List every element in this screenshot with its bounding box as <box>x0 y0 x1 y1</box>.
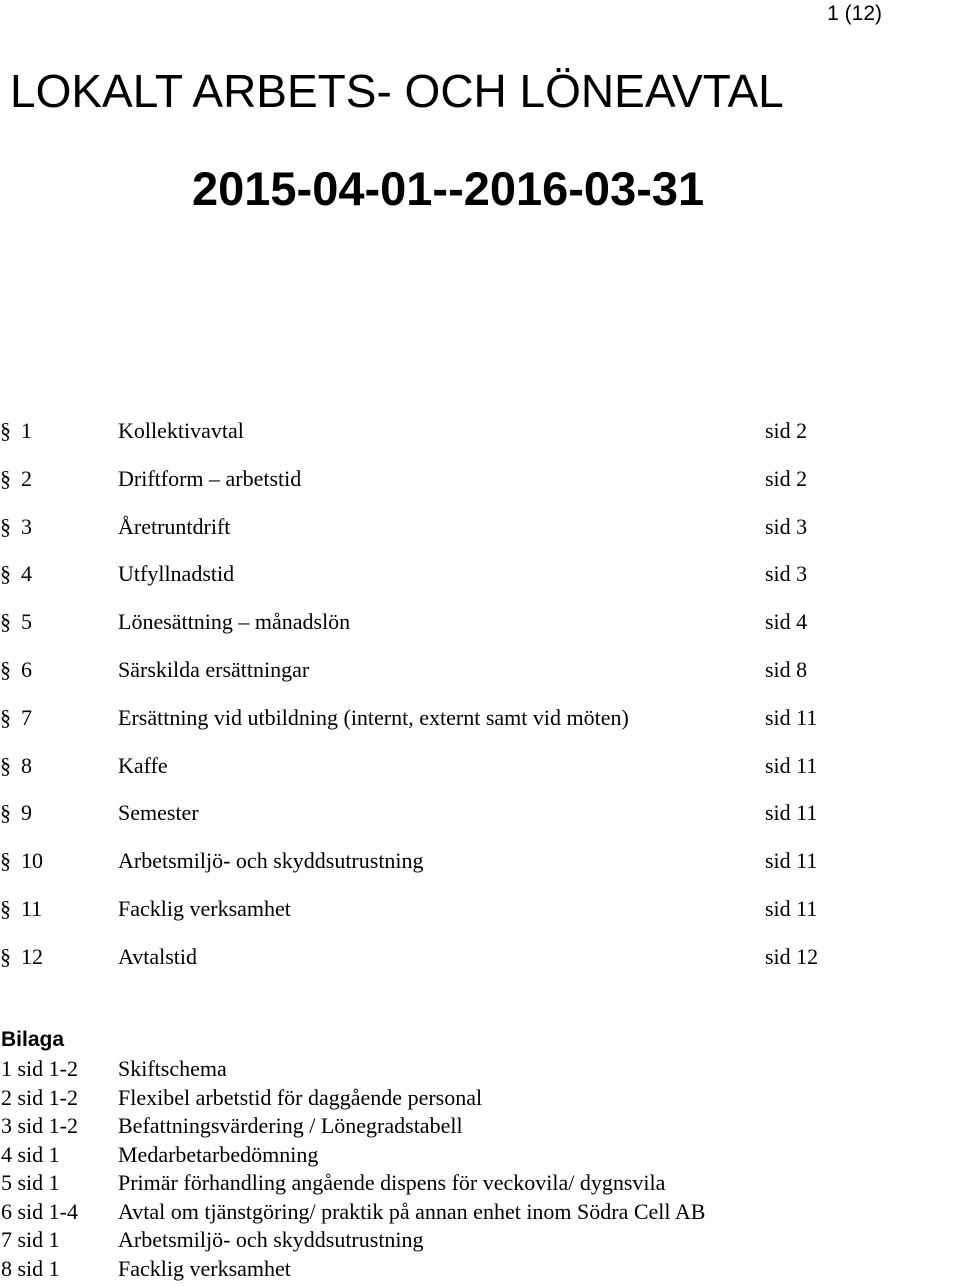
appendix-item-ref: 8 sid 1 <box>1 1255 60 1281</box>
appendix-item-ref: 6 sid 1-4 <box>1 1198 78 1224</box>
appendix-item-ref: 3 sid 1-2 <box>1 1113 78 1138</box>
appendix-item <box>0 1198 950 1227</box>
page-number: 1 (12) <box>827 2 882 25</box>
table-of-contents <box>0 413 900 987</box>
toc-item-number: 12 <box>21 943 43 969</box>
appendix-item <box>0 1112 950 1141</box>
toc-item-title: Kaffe <box>118 752 168 778</box>
toc-item-page: sid 3 <box>765 561 808 587</box>
appendix-item-ref: 7 sid 1 <box>1 1227 60 1252</box>
appendix-item-desc: Primär förhandling angående dispens för veckovila/ dygnsvila <box>118 1170 666 1195</box>
appendix-item-desc: Facklig verksamhet <box>118 1255 291 1281</box>
toc-item-title: Facklig verksamhet <box>118 895 291 921</box>
toc-item-page: sid 11 <box>765 800 818 826</box>
toc-item-number: 6 <box>21 656 32 682</box>
toc-item-title: Utfyllnadstid <box>118 561 235 587</box>
toc-item-title: Kollektivavtal <box>118 418 244 443</box>
toc-item <box>0 700 900 748</box>
document-title: LOKALT ARBETS- OCH LÖNEAVTAL <box>10 65 784 117</box>
toc-item <box>0 461 900 509</box>
section-sign: § <box>0 465 11 491</box>
toc-item-number: 2 <box>21 465 32 491</box>
toc-item-number: 5 <box>21 609 32 635</box>
toc-item <box>0 891 900 939</box>
toc-item <box>0 939 900 987</box>
appendix-item-ref: 2 sid 1-2 <box>1 1084 78 1110</box>
section-sign: § <box>0 800 11 826</box>
appendix-item <box>0 1141 950 1170</box>
toc-item <box>0 843 900 891</box>
toc-item-title: Åretruntdrift <box>118 513 231 539</box>
toc-item-page: sid 11 <box>765 752 818 778</box>
appendix-item <box>0 1169 950 1198</box>
section-sign: § <box>0 418 11 443</box>
toc-item-title: Lönesättning – månadslön <box>118 609 351 635</box>
toc-item-page: sid 2 <box>765 418 808 443</box>
appendix-list <box>0 1055 950 1283</box>
toc-item-title: Ersättning vid utbildning (internt, externt samt vid möten) <box>118 704 629 730</box>
toc-item-number: 10 <box>21 848 43 874</box>
toc-item-title: Avtalstid <box>118 943 198 969</box>
appendix-item-desc: Medarbetarbedömning <box>118 1141 319 1167</box>
section-sign: § <box>0 752 11 778</box>
toc-item <box>0 604 900 652</box>
toc-item-page: sid 11 <box>765 895 818 921</box>
section-sign: § <box>0 943 11 969</box>
appendix-item-ref: 5 sid 1 <box>1 1170 60 1195</box>
toc-item-number: 11 <box>21 895 43 921</box>
toc-item-page: sid 11 <box>765 704 818 730</box>
appendix-item-desc: Skiftschema <box>118 1056 227 1081</box>
appendix-item-ref: 4 sid 1 <box>1 1141 60 1167</box>
section-sign: § <box>0 561 11 587</box>
toc-item-title: Arbetsmiljö- och skyddsutrustning <box>118 848 424 874</box>
toc-item-page: sid 2 <box>765 465 808 491</box>
toc-item-page: sid 12 <box>765 943 819 969</box>
toc-item <box>0 413 900 461</box>
agreement-period: 2015-04-01--2016-03-31 <box>192 162 705 215</box>
section-sign: § <box>0 895 11 921</box>
section-sign: § <box>0 513 11 539</box>
toc-item-title: Särskilda ersättningar <box>118 656 310 682</box>
toc-item-page: sid 3 <box>765 513 808 539</box>
toc-item <box>0 652 900 700</box>
appendix-item <box>0 1226 950 1255</box>
toc-item-number: 7 <box>21 704 32 730</box>
appendix-item-desc: Befattningsvärdering / Lönegradstabell <box>118 1113 463 1138</box>
appendix-heading: Bilaga <box>1 1028 65 1051</box>
appendix-item <box>0 1255 950 1284</box>
toc-item <box>0 748 900 796</box>
toc-item-title: Driftform – arbetstid <box>118 465 302 491</box>
appendix-item-desc: Arbetsmiljö- och skyddsutrustning <box>118 1227 424 1252</box>
toc-item <box>0 556 900 604</box>
appendix-item <box>0 1055 950 1084</box>
appendix-item-desc: Avtal om tjänstgöring/ praktik på annan enhet inom Södra Cell AB <box>118 1198 706 1224</box>
toc-item-number: 9 <box>21 800 32 826</box>
toc-item-page: sid 8 <box>765 656 808 682</box>
toc-item <box>0 509 900 557</box>
appendix-item <box>0 1084 950 1113</box>
toc-item-number: 1 <box>21 418 32 443</box>
toc-item-page: sid 11 <box>765 848 818 874</box>
toc-item-number: 4 <box>21 561 32 587</box>
section-sign: § <box>0 848 11 874</box>
section-sign: § <box>0 609 11 635</box>
section-sign: § <box>0 656 11 682</box>
toc-item-number: 8 <box>21 752 32 778</box>
appendix-item-desc: Flexibel arbetstid för daggående personal <box>118 1084 483 1110</box>
toc-item-title: Semester <box>118 800 199 826</box>
toc-item-number: 3 <box>21 513 32 539</box>
section-sign: § <box>0 704 11 730</box>
appendix-item-ref: 1 sid 1-2 <box>1 1056 78 1081</box>
toc-item <box>0 795 900 843</box>
toc-item-page: sid 4 <box>765 609 808 635</box>
